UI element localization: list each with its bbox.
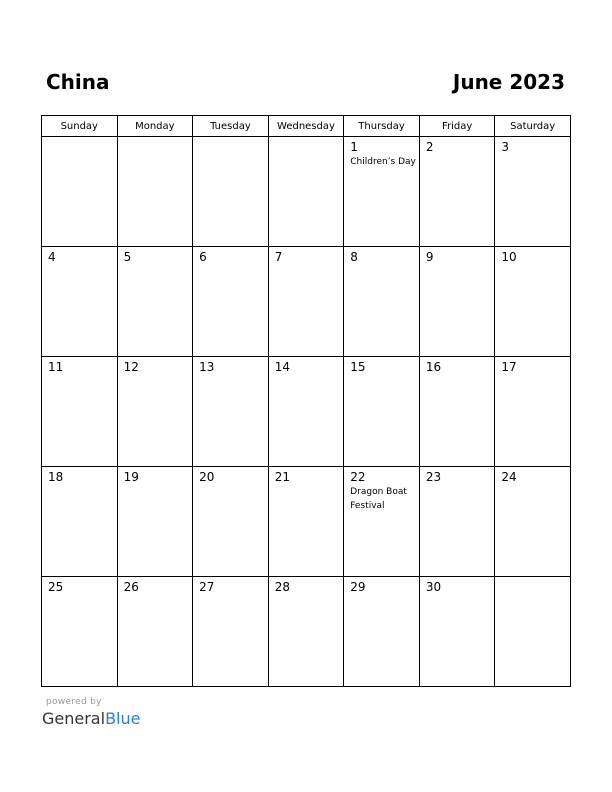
day-number: 15 — [350, 360, 366, 374]
day-cell — [117, 357, 193, 467]
day-number: 19 — [123, 470, 139, 484]
day-number: 26 — [123, 580, 139, 594]
day-number: 20 — [199, 470, 215, 484]
weekday-header: Friday — [419, 116, 495, 137]
week-row — [42, 467, 571, 577]
weekday-header: Tuesday — [193, 116, 269, 137]
day-number: 9 — [425, 250, 434, 264]
day-number: 1 — [350, 140, 358, 154]
day-number: 24 — [501, 470, 517, 484]
day-number: 10 — [501, 250, 517, 264]
day-number: 28 — [274, 580, 290, 594]
calendar-grid — [41, 115, 571, 687]
day-cell — [268, 577, 344, 687]
day-number: 17 — [501, 360, 517, 374]
day-number: 11 — [48, 360, 64, 374]
weekday-header-row — [42, 116, 571, 137]
day-cell — [419, 467, 495, 577]
day-cell — [495, 577, 571, 687]
day-cell — [117, 577, 193, 687]
country-title: China — [46, 70, 110, 94]
weekday-header: Sunday — [42, 116, 118, 137]
day-cell — [268, 247, 344, 357]
day-cell — [193, 357, 269, 467]
holiday-label: Dragon Boat Festival — [350, 487, 407, 511]
day-cell — [193, 137, 269, 247]
day-cell — [117, 137, 193, 247]
weekday-header: Monday — [117, 116, 193, 137]
day-number: 16 — [425, 360, 442, 374]
brand-name-part1: General — [42, 709, 106, 728]
day-number: 27 — [199, 580, 215, 594]
day-cell — [42, 577, 118, 687]
day-cell — [495, 137, 571, 247]
day-number: 23 — [425, 470, 442, 484]
day-cell — [344, 247, 420, 357]
day-cell — [495, 467, 571, 577]
day-number: 21 — [274, 470, 290, 484]
day-cell — [344, 577, 420, 687]
day-number: 3 — [501, 140, 510, 154]
day-number: 13 — [199, 360, 215, 374]
powered-by-text: powered by — [46, 697, 102, 707]
day-cell — [419, 247, 495, 357]
day-cell — [42, 357, 118, 467]
day-cell — [268, 467, 344, 577]
week-row — [42, 247, 571, 357]
day-cell — [344, 357, 420, 467]
day-cell — [42, 247, 118, 357]
day-cell — [495, 247, 571, 357]
day-cell — [344, 467, 420, 577]
day-cell — [42, 467, 118, 577]
week-row — [42, 577, 571, 687]
day-number: 25 — [48, 580, 64, 594]
day-number: 2 — [425, 140, 434, 154]
day-cell — [193, 577, 269, 687]
day-number: 18 — [48, 470, 64, 484]
day-number: 22 — [350, 470, 366, 484]
day-number: 6 — [199, 250, 207, 264]
day-number: 29 — [350, 580, 366, 594]
day-number: 30 — [425, 580, 442, 594]
day-cell — [268, 137, 344, 247]
day-cell — [268, 357, 344, 467]
day-number: 8 — [350, 250, 358, 264]
day-cell — [193, 467, 269, 577]
brand-name-part2: Blue — [105, 709, 141, 728]
day-number: 14 — [274, 360, 290, 374]
day-cell — [42, 137, 118, 247]
day-cell — [344, 137, 420, 247]
day-number: 12 — [123, 360, 139, 374]
day-number: 7 — [274, 250, 283, 264]
day-cell — [419, 577, 495, 687]
weekday-header: Thursday — [344, 116, 420, 137]
day-cell — [117, 247, 193, 357]
day-number: 5 — [123, 250, 132, 264]
weekday-header: Saturday — [495, 116, 571, 137]
generalblue-logo[interactable] — [42, 709, 140, 728]
day-cell — [495, 357, 571, 467]
day-cell — [193, 247, 269, 357]
day-cell — [117, 467, 193, 577]
week-row — [42, 137, 571, 247]
weekday-header: Wednesday — [268, 116, 344, 137]
day-cell — [419, 137, 495, 247]
day-number: 4 — [48, 250, 56, 264]
day-cell — [419, 357, 495, 467]
holiday-label: Children’s Day — [350, 157, 416, 167]
week-row — [42, 357, 571, 467]
month-title: June 2023 — [452, 70, 565, 94]
